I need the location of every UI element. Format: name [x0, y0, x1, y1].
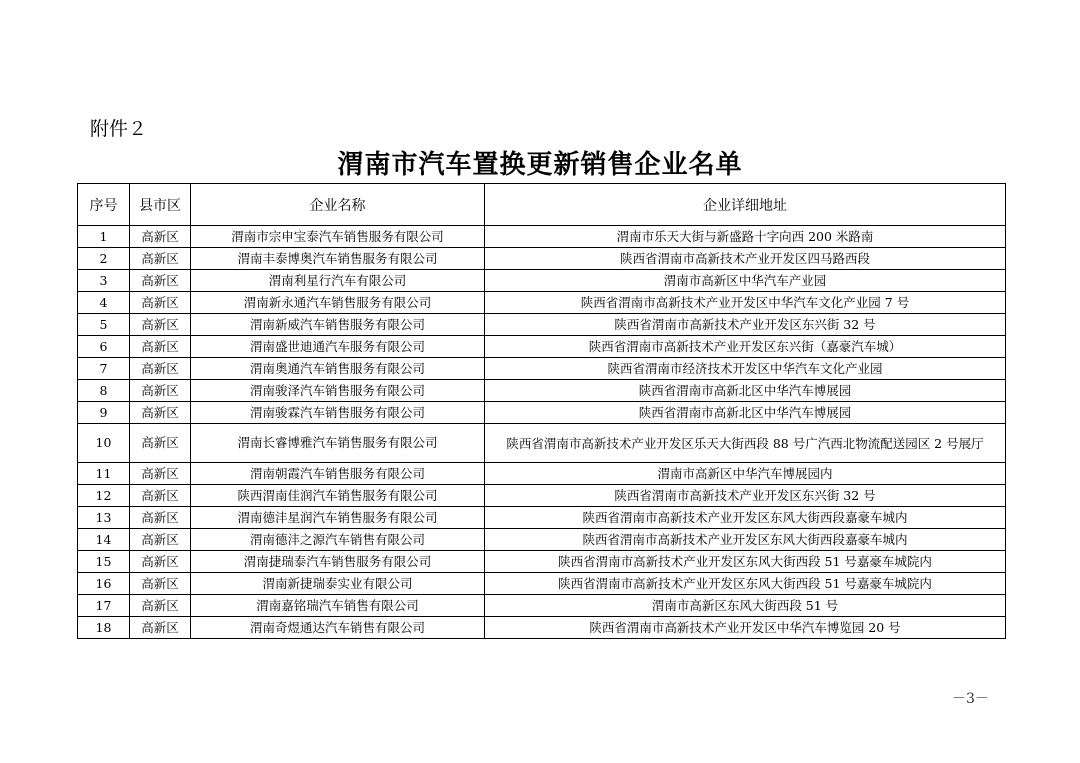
cell-district: 高新区 [130, 507, 191, 529]
cell-district: 高新区 [130, 424, 191, 463]
cell-company: 渭南长睿博雅汽车销售服务有限公司 [191, 424, 485, 463]
cell-company: 渭南德沣之源汽车销售有限公司 [191, 529, 485, 551]
cell-index: 5 [78, 314, 130, 336]
cell-district: 高新区 [130, 573, 191, 595]
cell-address: 陕西省渭南市高新技术产业开发区东风大街西段嘉豪车城内 [485, 507, 1006, 529]
cell-address: 渭南市乐天大街与新盛路十字向西 200 米路南 [485, 226, 1006, 248]
cell-address: 陕西省渭南市高新技术产业开发区中华汽车文化产业园 7 号 [485, 292, 1006, 314]
document-title: 渭南市汽车置换更新销售企业名单 [337, 150, 743, 180]
cell-company: 渭南丰泰博奥汽车销售服务有限公司 [191, 248, 485, 270]
cell-company: 渭南嘉铭瑞汽车销售有限公司 [191, 595, 485, 617]
table-row [78, 336, 1006, 358]
cell-district: 高新区 [130, 292, 191, 314]
cell-address: 渭南市高新区中华汽车产业园 [485, 270, 1006, 292]
cell-company: 渭南骏泽汽车销售服务有限公司 [191, 380, 485, 402]
cell-index: 7 [78, 358, 130, 380]
table-row [78, 551, 1006, 573]
cell-address: 渭南市高新区东风大街西段 51 号 [485, 595, 1006, 617]
cell-company: 渭南市宗申宝泰汽车销售服务有限公司 [191, 226, 485, 248]
table-row [78, 380, 1006, 402]
cell-address: 陕西省渭南市高新北区中华汽车博展园 [485, 402, 1006, 424]
cell-district: 高新区 [130, 463, 191, 485]
cell-district: 高新区 [130, 551, 191, 573]
cell-index: 4 [78, 292, 130, 314]
cell-district: 高新区 [130, 226, 191, 248]
cell-index: 8 [78, 380, 130, 402]
table-body [78, 226, 1006, 639]
cell-address: 陕西省渭南市高新技术产业开发区东兴街 32 号 [485, 485, 1006, 507]
cell-company: 渭南骏霖汽车销售服务有限公司 [191, 402, 485, 424]
table-row [78, 314, 1006, 336]
cell-company: 渭南奥通汽车销售服务有限公司 [191, 358, 485, 380]
table-row [78, 507, 1006, 529]
cell-company: 渭南利星行汽车有限公司 [191, 270, 485, 292]
cell-company: 渭南德沣星润汽车销售服务有限公司 [191, 507, 485, 529]
cell-address: 陕西省渭南市高新北区中华汽车博展园 [485, 380, 1006, 402]
table-row [78, 358, 1006, 380]
cell-index: 17 [78, 595, 130, 617]
cell-company: 渭南新威汽车销售服务有限公司 [191, 314, 485, 336]
table-row [78, 617, 1006, 639]
cell-address: 陕西省渭南市经济技术开发区中华汽车文化产业园 [485, 358, 1006, 380]
cell-district: 高新区 [130, 529, 191, 551]
cell-index: 9 [78, 402, 130, 424]
cell-district: 高新区 [130, 314, 191, 336]
cell-address: 陕西省渭南市高新技术产业开发区东风大街西段嘉豪车城内 [485, 529, 1006, 551]
cell-index: 2 [78, 248, 130, 270]
cell-address: 陕西省渭南市高新技术产业开发区东风大街西段 51 号嘉豪车城院内 [485, 573, 1006, 595]
cell-index: 14 [78, 529, 130, 551]
header-address: 企业详细地址 [485, 184, 1006, 226]
cell-address: 陕西省渭南市高新技术产业开发区东兴街 32 号 [485, 314, 1006, 336]
cell-address: 陕西省渭南市高新技术产业开发区东风大街西段 51 号嘉豪车城院内 [485, 551, 1006, 573]
table-header-row [78, 184, 1006, 226]
cell-district: 高新区 [130, 336, 191, 358]
cell-district: 高新区 [130, 595, 191, 617]
table-row [78, 485, 1006, 507]
table-row [78, 463, 1006, 485]
header-district: 县市区 [130, 184, 191, 226]
cell-district: 高新区 [130, 270, 191, 292]
attachment-label: 附件２ [90, 118, 148, 140]
cell-index: 18 [78, 617, 130, 639]
table-row [78, 248, 1006, 270]
cell-index: 11 [78, 463, 130, 485]
table-row [78, 292, 1006, 314]
cell-address: 渭南市高新区中华汽车博展园内 [485, 463, 1006, 485]
cell-company: 渭南捷瑞泰汽车销售服务有限公司 [191, 551, 485, 573]
cell-index: 15 [78, 551, 130, 573]
cell-district: 高新区 [130, 402, 191, 424]
cell-district: 高新区 [130, 380, 191, 402]
cell-company: 渭南新永通汽车销售服务有限公司 [191, 292, 485, 314]
header-index: 序号 [78, 184, 130, 226]
table-row [78, 595, 1006, 617]
company-table [77, 183, 1006, 639]
cell-index: 10 [78, 424, 130, 463]
cell-district: 高新区 [130, 485, 191, 507]
cell-index: 12 [78, 485, 130, 507]
table-row [78, 226, 1006, 248]
cell-address: 陕西省渭南市高新技术产业开发区东兴街（嘉豪汽车城） [485, 336, 1006, 358]
page-number: －3－ [952, 691, 989, 707]
table-row [78, 402, 1006, 424]
cell-district: 高新区 [130, 358, 191, 380]
cell-index: 1 [78, 226, 130, 248]
cell-index: 6 [78, 336, 130, 358]
cell-address: 陕西省渭南市高新技术产业开发区四马路西段 [485, 248, 1006, 270]
cell-index: 16 [78, 573, 130, 595]
cell-district: 高新区 [130, 248, 191, 270]
table-row [78, 424, 1006, 463]
cell-index: 3 [78, 270, 130, 292]
cell-index: 13 [78, 507, 130, 529]
header-company: 企业名称 [191, 184, 485, 226]
cell-company: 渭南奇煜通达汽车销售有限公司 [191, 617, 485, 639]
table-row [78, 270, 1006, 292]
cell-district: 高新区 [130, 617, 191, 639]
cell-company: 陕西渭南佳润汽车销售服务有限公司 [191, 485, 485, 507]
table-row [78, 529, 1006, 551]
cell-address: 陕西省渭南市高新技术产业开发区乐天大街西段 88 号广汽西北物流配送园区 2 号展厅 [485, 424, 1006, 463]
cell-company: 渭南新捷瑞泰实业有限公司 [191, 573, 485, 595]
cell-address: 陕西省渭南市高新技术产业开发区中华汽车博览园 20 号 [485, 617, 1006, 639]
table-row [78, 573, 1006, 595]
cell-company: 渭南朝霞汽车销售服务有限公司 [191, 463, 485, 485]
cell-company: 渭南盛世迪通汽车服务有限公司 [191, 336, 485, 358]
